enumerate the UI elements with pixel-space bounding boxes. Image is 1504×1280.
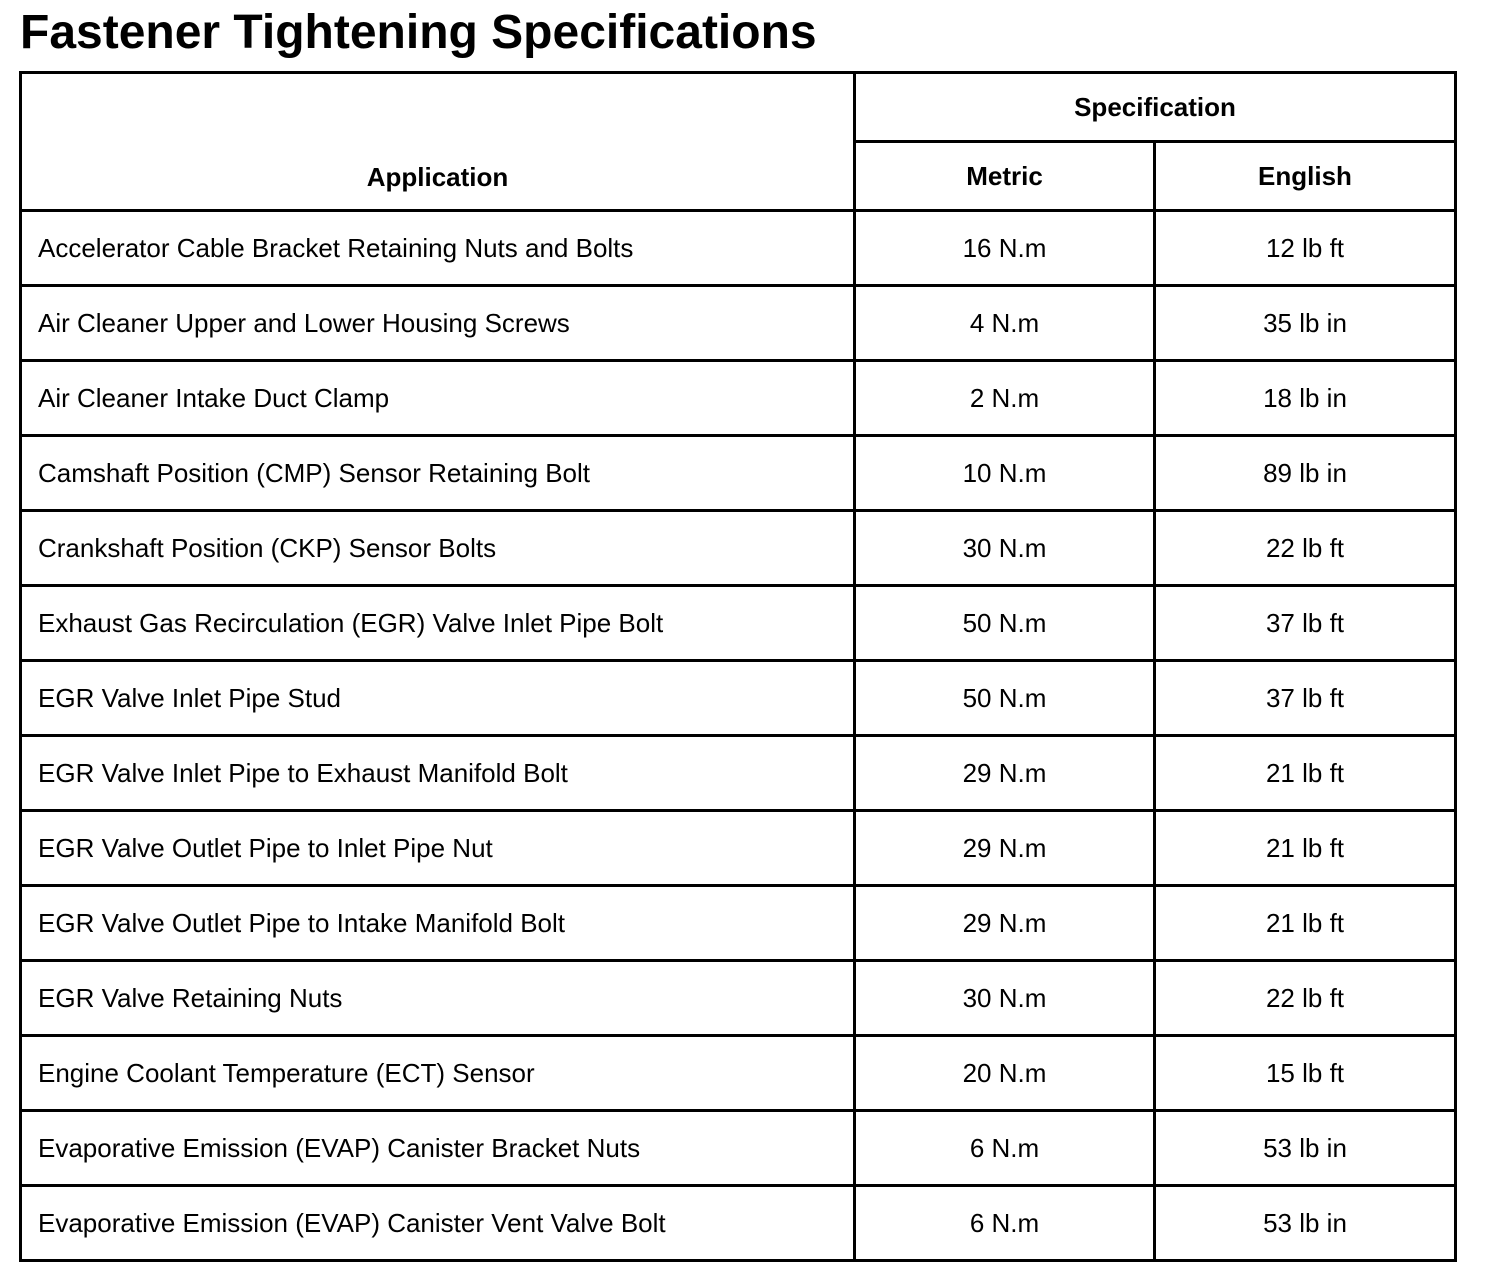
column-header-english: English [1155, 142, 1456, 211]
fastener-spec-table [19, 71, 1457, 1262]
metric-value-cell: 50 N.m [855, 661, 1155, 736]
metric-value-cell: 30 N.m [855, 961, 1155, 1036]
english-value-cell: 53 lb in [1155, 1186, 1456, 1261]
english-value-cell: 18 lb in [1155, 361, 1456, 436]
table-row [21, 661, 1456, 736]
application-cell: Camshaft Position (CMP) Sensor Retaining Bolt [21, 436, 855, 511]
english-value-cell: 35 lb in [1155, 286, 1456, 361]
column-header-application: Application [21, 73, 855, 211]
table-row [21, 211, 1456, 286]
english-value-cell: 12 lb ft [1155, 211, 1456, 286]
english-value-cell: 89 lb in [1155, 436, 1456, 511]
application-cell: EGR Valve Retaining Nuts [21, 961, 855, 1036]
column-header-specification: Specification [855, 73, 1456, 142]
metric-value-cell: 6 N.m [855, 1111, 1155, 1186]
metric-value-cell: 29 N.m [855, 811, 1155, 886]
english-value-cell: 37 lb ft [1155, 661, 1456, 736]
metric-value-cell: 16 N.m [855, 211, 1155, 286]
application-cell: Accelerator Cable Bracket Retaining Nuts and Bolts [21, 211, 855, 286]
table-row [21, 436, 1456, 511]
table-row [21, 886, 1456, 961]
table-row [21, 811, 1456, 886]
column-header-metric: Metric [855, 142, 1155, 211]
english-value-cell: 21 lb ft [1155, 736, 1456, 811]
english-value-cell: 21 lb ft [1155, 811, 1456, 886]
english-value-cell: 53 lb in [1155, 1111, 1456, 1186]
page-title: Fastener Tightening Specifications [20, 6, 817, 59]
english-value-cell: 21 lb ft [1155, 886, 1456, 961]
english-value-cell: 22 lb ft [1155, 961, 1456, 1036]
table-row [21, 736, 1456, 811]
metric-value-cell: 30 N.m [855, 511, 1155, 586]
english-value-cell: 37 lb ft [1155, 586, 1456, 661]
application-cell: EGR Valve Inlet Pipe to Exhaust Manifold Bolt [21, 736, 855, 811]
table-row [21, 586, 1456, 661]
metric-value-cell: 2 N.m [855, 361, 1155, 436]
table-row [21, 1036, 1456, 1111]
metric-value-cell: 50 N.m [855, 586, 1155, 661]
application-cell: Air Cleaner Intake Duct Clamp [21, 361, 855, 436]
metric-value-cell: 29 N.m [855, 736, 1155, 811]
application-cell: Air Cleaner Upper and Lower Housing Screws [21, 286, 855, 361]
table-row [21, 961, 1456, 1036]
header-row-top [21, 73, 1456, 142]
table-header [21, 73, 1456, 211]
application-cell: Crankshaft Position (CKP) Sensor Bolts [21, 511, 855, 586]
english-value-cell: 15 lb ft [1155, 1036, 1456, 1111]
metric-value-cell: 6 N.m [855, 1186, 1155, 1261]
table-row [21, 286, 1456, 361]
table-row [21, 511, 1456, 586]
table-row [21, 1111, 1456, 1186]
metric-value-cell: 20 N.m [855, 1036, 1155, 1111]
table-row [21, 361, 1456, 436]
table-row [21, 1186, 1456, 1261]
application-cell: EGR Valve Inlet Pipe Stud [21, 661, 855, 736]
application-cell: EGR Valve Outlet Pipe to Inlet Pipe Nut [21, 811, 855, 886]
application-cell: EGR Valve Outlet Pipe to Intake Manifold Bolt [21, 886, 855, 961]
metric-value-cell: 4 N.m [855, 286, 1155, 361]
english-value-cell: 22 lb ft [1155, 511, 1456, 586]
application-cell: Evaporative Emission (EVAP) Canister Bracket Nuts [21, 1111, 855, 1186]
metric-value-cell: 10 N.m [855, 436, 1155, 511]
application-cell: Evaporative Emission (EVAP) Canister Vent Valve Bolt [21, 1186, 855, 1261]
table-body [21, 211, 1456, 1261]
application-cell: Engine Coolant Temperature (ECT) Sensor [21, 1036, 855, 1111]
application-cell: Exhaust Gas Recirculation (EGR) Valve Inlet Pipe Bolt [21, 586, 855, 661]
metric-value-cell: 29 N.m [855, 886, 1155, 961]
